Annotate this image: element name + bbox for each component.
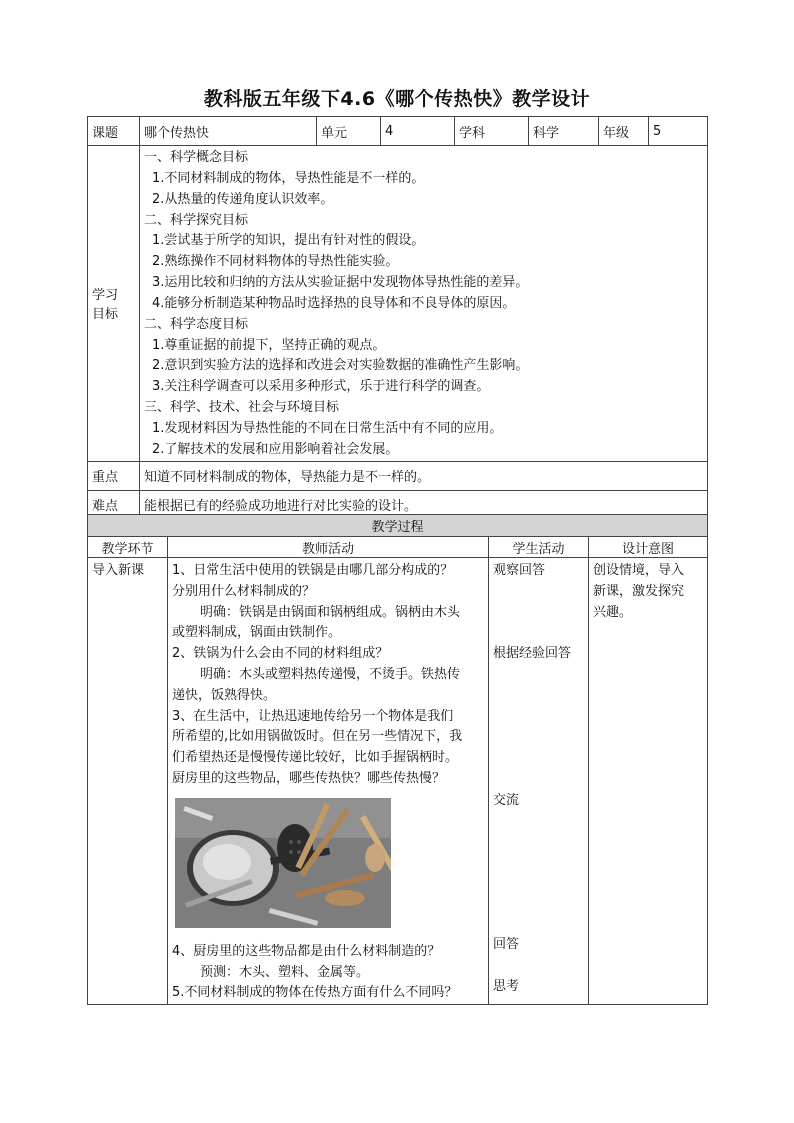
teacher-line: 递快，饭熟得快。 xyxy=(172,687,277,703)
goal-item: 1.尝试基于所学的知识，提出有针对性的假设。 xyxy=(152,233,425,249)
key-point-row xyxy=(88,461,708,490)
goal-heading: 一、科学概念目标 xyxy=(144,150,249,165)
header-intent: 设计意图 xyxy=(589,537,708,558)
teacher-line: 2、铁锅为什么会由不同的材料组成？ xyxy=(172,646,389,662)
intent-line: 创设情境，导入 xyxy=(593,563,685,578)
kitchen-utensils-photo xyxy=(175,798,391,928)
kitchen-utensils-illustration xyxy=(175,798,391,928)
teacher-line: 所希望的,比如用锅做饭时。但在另一些情况下，我 xyxy=(172,729,463,745)
teacher-line: 3、在生活中，让热迅速地传给另一个物体是我们 xyxy=(172,708,454,724)
intent-line: 新课，激发探究 xyxy=(593,583,685,599)
difficulty-label: 难点 xyxy=(88,490,140,519)
goal-item: 4.能够分析制造某种物品时选择热的良导体和不良导体的原因。 xyxy=(152,295,516,311)
teacher-activity-cell xyxy=(168,558,489,1005)
process-header-row xyxy=(88,537,708,558)
goal-heading: 二、科学态度目标 xyxy=(144,316,249,332)
topic-label: 课题 xyxy=(88,117,140,146)
student-activity: 回答 xyxy=(493,937,520,952)
goal-item: 1.不同材料制成的物体，导热性能是不一样的。 xyxy=(152,170,425,186)
goal-heading: 二、科学探究目标 xyxy=(144,212,249,228)
goals-content xyxy=(140,146,708,462)
teacher-line: 预测：木头、塑料、金属等。 xyxy=(200,964,370,980)
header-student: 学生活动 xyxy=(489,537,589,558)
goal-item: 2.从热量的传递角度认识效率。 xyxy=(152,191,334,207)
goal-item: 2.意识到实验方法的选择和改进会对实验数据的准确性产生影响。 xyxy=(152,358,529,374)
goal-item: 1.尊重证据的前提下，坚持正确的观点。 xyxy=(152,337,386,353)
goal-heading: 三、科学、技术、社会与环境目标 xyxy=(144,400,340,416)
teacher-line: 明确：铁锅是由锅面和锅柄组成。锅柄由木头 xyxy=(200,604,461,620)
topic-value: 哪个传热快 xyxy=(140,117,317,146)
goals-label-line1: 学习 xyxy=(92,288,119,304)
stage-cell: 导入新课 xyxy=(88,558,168,1005)
student-activity: 根据经验回答 xyxy=(493,646,572,661)
key-point-label: 重点 xyxy=(88,461,140,490)
goal-item: 3.运用比较和归纳的方法从实验证据中发现物体导热性能的差异。 xyxy=(152,275,529,291)
unit-label: 单元 xyxy=(317,117,381,146)
teacher-line: 4、厨房里的这些物品都是由什么材料制造的？ xyxy=(172,943,441,959)
intent-line: 兴趣。 xyxy=(593,604,633,620)
key-point-text: 知道不同材料制成的物体，导热能力是不一样的。 xyxy=(140,461,708,490)
teacher-line: 5.不同材料制成的物体在传热方面有什么不同吗？ xyxy=(172,985,458,1001)
teacher-line: 们希望热还是慢慢传递比较好，比如手握锅柄时。 xyxy=(172,750,459,766)
subject-value: 科学 xyxy=(529,117,599,146)
goals-label-line2: 目标 xyxy=(92,307,119,323)
grade-label: 年级 xyxy=(599,117,649,146)
teacher-line: 明确：木头或塑料热传递慢，不烫手。铁热传 xyxy=(200,666,461,682)
lesson-info-table xyxy=(87,116,708,520)
goal-item: 2.了解技术的发展和应用影响着社会发展。 xyxy=(152,441,399,457)
process-band-title: 教学过程 xyxy=(88,515,708,537)
goals-label xyxy=(88,146,140,462)
page-title: 教科版五年级下4.6《哪个传热快》教学设计 xyxy=(203,88,591,110)
student-activity: 观察回答 xyxy=(493,563,546,578)
header-teacher: 教师活动 xyxy=(168,537,489,558)
goal-item: 2.熟练操作不同材料物体的导热性能实验。 xyxy=(152,254,399,270)
teaching-process-table xyxy=(87,514,708,1005)
process-row xyxy=(88,558,708,1005)
design-intent-cell xyxy=(589,558,708,1005)
goal-item: 1.发现材料因为导热性能的不同在日常生活中有不同的应用。 xyxy=(152,420,503,436)
goal-item: 3.关注科学调查可以采用多种形式，乐于进行科学的调查。 xyxy=(152,379,490,395)
teacher-line: 1、日常生活中使用的铁锅是由哪几部分构成的？ xyxy=(172,563,454,578)
difficulty-text: 能根据已有的经验成功地进行对比实验的设计。 xyxy=(140,490,708,519)
subject-label: 学科 xyxy=(455,117,529,146)
grade-value: 5 xyxy=(649,117,708,146)
unit-value: 4 xyxy=(381,117,455,146)
teacher-line: 厨房里的这些物品，哪些传热快？哪些传热慢？ xyxy=(172,770,446,786)
student-activity: 思考 xyxy=(493,979,520,994)
teacher-line: 分别用什么材料制成的？ xyxy=(172,583,316,599)
info-row xyxy=(88,117,708,146)
student-activity-cell xyxy=(489,558,589,1005)
header-stage: 教学环节 xyxy=(88,537,168,558)
student-activity: 交流 xyxy=(493,793,520,808)
goals-row xyxy=(88,146,708,462)
teacher-line: 或塑料制成，锅面由铁制作。 xyxy=(172,625,342,641)
